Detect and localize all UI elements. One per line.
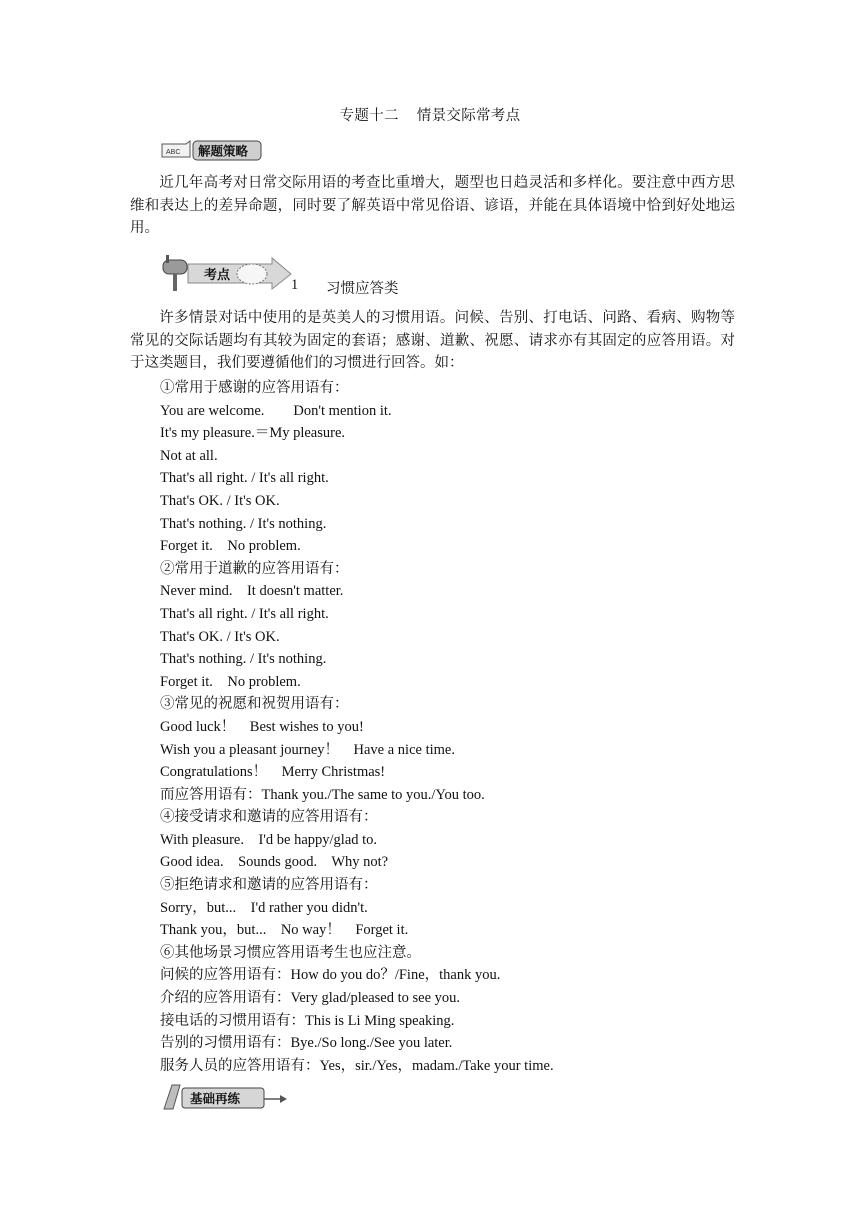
- practice-label: 基础再练: [190, 1091, 241, 1106]
- intro-text: 近几年高考对日常交际用语的考查比重增大，题型也日趋灵活和多样化。要注意中西方思维和表达上的差异命题，同时要了解英语中常见俗语、谚语，并能在具体语境中恰到好处地运用。: [130, 175, 735, 236]
- intro-paragraph: [130, 172, 735, 240]
- kaodian-intro-text: 许多情景对话中使用的是英美人的习惯用语。问候、告别、打电话、问路、看病、购物等常见的交际话题均有其较为固定的套语；感谢、道歉、祝愿、请求亦有其固定的应答用语。对于这类题目，我们要遵循他们的习惯进行回答。如：: [130, 310, 735, 371]
- expression-line: It's my pleasure.＝My pleasure.: [160, 425, 346, 442]
- expression-line: Forget it. No problem.: [160, 538, 301, 555]
- expression-line: ⑥其他场景习惯应答用语考生也应注意。: [160, 944, 421, 961]
- expression-line: Good idea. Sounds good. Why not?: [160, 854, 389, 871]
- strategy-badge-graphic: [160, 138, 264, 162]
- expression-line: You are welcome. Don't mention it.: [160, 402, 392, 419]
- title-part-1: 专题十二: [339, 108, 399, 124]
- kaodian-intro-paragraph: [130, 307, 735, 375]
- mailbox-icon: [160, 254, 292, 292]
- title-part-2: 情景交际常考点: [416, 108, 521, 124]
- expression-line: With pleasure. I'd be happy/glad to.: [160, 831, 378, 848]
- expression-line: That's all right. / It's all right.: [160, 605, 329, 622]
- badge-strategy-label: 解题策略: [198, 143, 249, 159]
- expression-line: Never mind. It doesn't matter.: [160, 583, 344, 600]
- practice-badge-graphic: [160, 1082, 288, 1112]
- expression-line: Sorry，but... I'd rather you didn't.: [160, 899, 368, 916]
- expression-line: 接电话的习惯用语有：This is Li Ming speaking.: [160, 1012, 455, 1029]
- strategy-badge: [160, 138, 264, 162]
- expression-line: That's OK. / It's OK.: [160, 492, 280, 509]
- expression-line: 而应答用语有：Thank you./The same to you./You too.: [160, 786, 485, 803]
- kaodian-badge: [160, 254, 292, 292]
- expression-line: That's all right. / It's all right.: [160, 470, 329, 487]
- expression-line: ②常用于道歉的应答用语有：: [160, 560, 349, 577]
- expression-line: ④接受请求和邀请的应答用语有：: [160, 809, 378, 826]
- kaodian-label: 考点: [204, 268, 231, 283]
- expression-line: That's nothing. / It's nothing.: [160, 515, 327, 532]
- expression-line: ⑤拒绝请求和邀请的应答用语有：: [160, 877, 378, 894]
- expression-list: [160, 377, 554, 1077]
- expression-line: Thank you，but... No way！ Forget it.: [160, 922, 409, 939]
- expression-line: Congratulations！ Merry Christmas!: [160, 764, 386, 781]
- expression-line: Good luck！ Best wishes to you!: [160, 718, 364, 735]
- badge-abc-text: ABC: [166, 149, 181, 156]
- expression-line: That's OK. / It's OK.: [160, 628, 280, 645]
- kaodian-heading: 习惯应答类: [326, 281, 399, 297]
- expression-line: Forget it. No problem.: [160, 673, 301, 690]
- expression-line: 介绍的应答用语有：Very glad/pleased to see you.: [160, 990, 461, 1007]
- expression-line: ①常用于感谢的应答用语有：: [160, 380, 349, 396]
- kaodian-number: 1: [291, 277, 299, 293]
- expression-line: Not at all.: [160, 447, 218, 464]
- practice-badge: [160, 1082, 288, 1112]
- expression-line: 告别的习惯用语有：Bye./So long./See you later.: [160, 1035, 453, 1052]
- page-title: [0, 104, 860, 125]
- expression-line: That's nothing. / It's nothing.: [160, 651, 327, 668]
- expression-line: 问候的应答用语有：How do you do？/Fine，thank you.: [160, 967, 501, 984]
- expression-line: ③常见的祝愿和祝贺用语有：: [160, 696, 349, 713]
- expression-line: 服务人员的应答用语有：Yes，sir./Yes，madam./Take your time.: [160, 1057, 554, 1074]
- expression-line: Wish you a pleasant journey！ Have a nice time.: [160, 741, 455, 758]
